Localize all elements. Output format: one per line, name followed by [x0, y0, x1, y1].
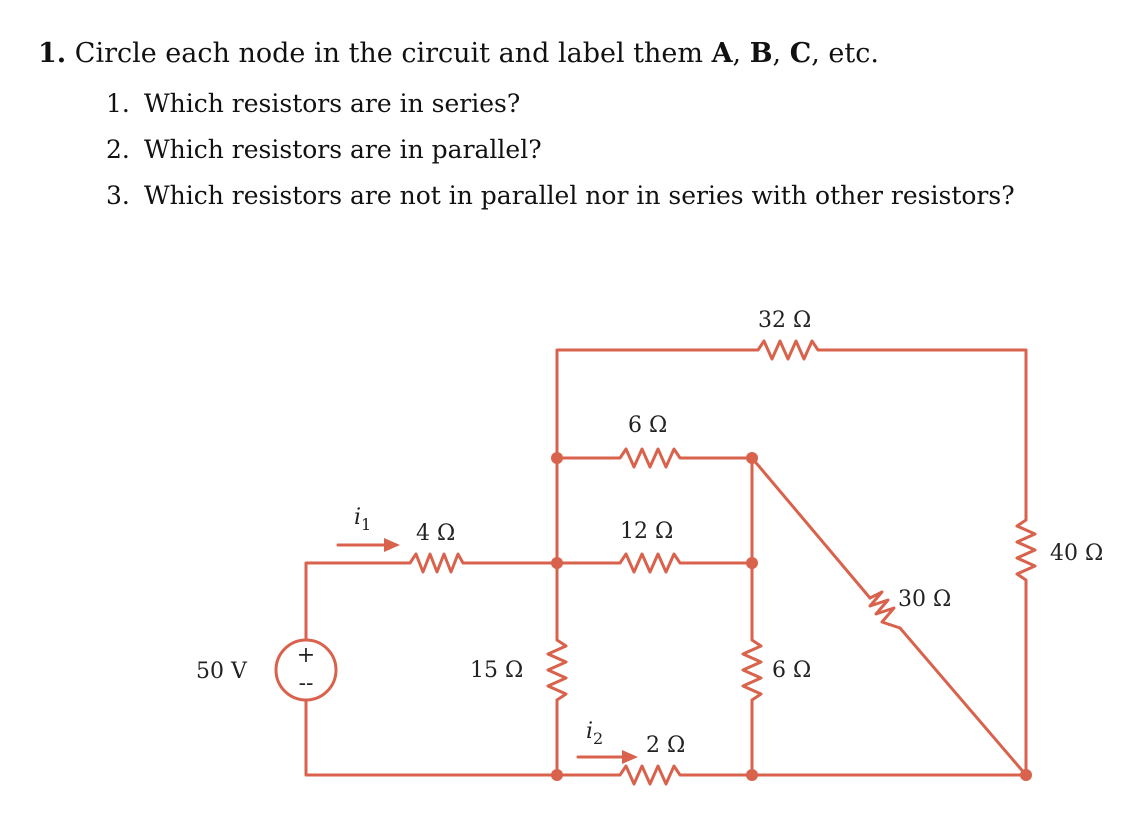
current-i1-symbol: i — [354, 505, 362, 530]
problem-intro: Circle each node in the circuit and label them — [74, 38, 712, 69]
source-minus-sign: -- — [298, 671, 314, 696]
junction-dot — [746, 769, 758, 781]
resistor-30-ohm — [870, 592, 900, 628]
current-i2-subscript: 2 — [593, 729, 604, 748]
resistor-2-ohm — [620, 766, 682, 784]
question-number: 1. — [106, 89, 130, 118]
current-arrow-i2-icon — [622, 750, 638, 764]
resistor-4-ohm — [410, 554, 465, 572]
label-6-ohm-top: 6 Ω — [628, 413, 668, 438]
current-arrow-i1-icon — [384, 538, 400, 552]
problem-number: 1. — [38, 38, 67, 69]
question-text: Which resistors are in parallel? — [143, 135, 542, 164]
junction-dot — [551, 769, 563, 781]
junction-dot — [551, 557, 563, 569]
label-4-ohm: 4 Ω — [416, 521, 456, 546]
separator-2: , — [772, 38, 790, 69]
wire-source-4ohm — [306, 563, 557, 640]
source-plus-sign: + — [296, 643, 316, 668]
resistor-6-ohm-right — [743, 640, 761, 700]
question-number: 3. — [106, 181, 130, 210]
resistor-12-ohm — [620, 554, 682, 572]
source-voltage-label: 50 V — [196, 659, 247, 684]
label-2-ohm: 2 Ω — [646, 733, 686, 758]
resistor-32-ohm — [758, 341, 822, 359]
question-text: Which resistors are not in parallel nor in series with other resistors? — [143, 181, 1015, 210]
question-number: 2. — [106, 135, 130, 164]
current-label-i1 — [354, 505, 371, 534]
node-label-a: A — [711, 38, 733, 69]
separator-1: , — [732, 38, 750, 69]
label-30-ohm: 30 Ω — [898, 587, 952, 612]
current-label-i2 — [586, 719, 603, 748]
resistor-15-ohm — [548, 640, 566, 700]
label-15-ohm: 15 Ω — [470, 658, 524, 683]
node-label-b: B — [749, 38, 773, 69]
node-label-c: C — [789, 38, 812, 69]
junction-dot — [551, 452, 563, 464]
label-40-ohm: 40 Ω — [1050, 541, 1104, 566]
junction-dot — [746, 557, 758, 569]
junction-dot — [746, 452, 758, 464]
question-text: Which resistors are in series? — [143, 89, 521, 118]
label-32-ohm: 32 Ω — [758, 308, 812, 333]
resistor-6-ohm-top — [620, 449, 682, 467]
resistor-40-ohm — [1017, 520, 1035, 585]
problem-tail: , etc. — [811, 38, 879, 69]
current-i1-subscript: 1 — [361, 515, 372, 534]
junction-dot — [1020, 769, 1032, 781]
current-i2-symbol: i — [586, 719, 594, 744]
label-6-ohm-right: 6 Ω — [772, 658, 812, 683]
label-12-ohm: 12 Ω — [620, 519, 674, 544]
wire-diagonal-30ohm — [752, 458, 1026, 775]
